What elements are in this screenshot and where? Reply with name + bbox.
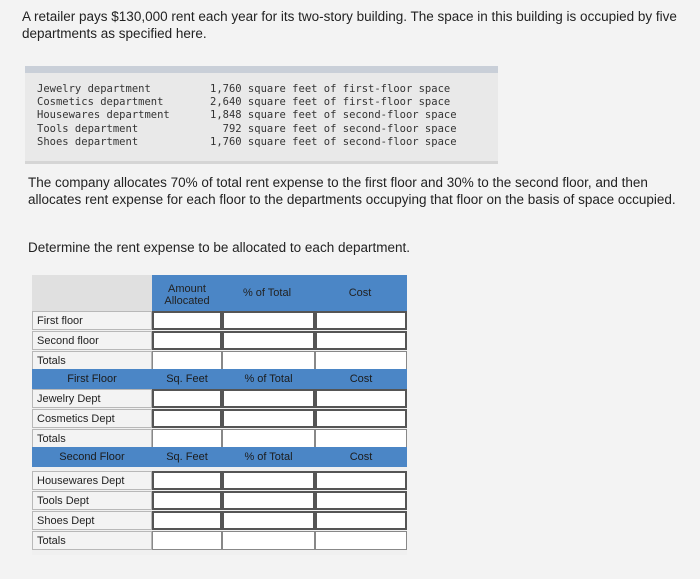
shoes-pct-input[interactable] bbox=[222, 511, 315, 530]
jewelry-cost-input[interactable] bbox=[315, 389, 407, 408]
row-label-tools: Tools Dept bbox=[32, 491, 152, 510]
second-totals-sqft-input[interactable] bbox=[152, 531, 222, 550]
cosmetics-sqft-input[interactable] bbox=[152, 409, 222, 428]
department-spaces bbox=[210, 83, 457, 149]
first-floor-cost-header: Cost bbox=[349, 373, 373, 385]
shoes-cost-input[interactable] bbox=[315, 511, 407, 530]
first-floor-pct-input[interactable] bbox=[222, 311, 315, 330]
department-space: 1,760 square feet of second-floor space bbox=[210, 135, 457, 148]
department-name: Tools department bbox=[37, 122, 139, 135]
second-floor-pct-header: % of Total bbox=[244, 451, 293, 463]
row-label-jewelry: Jewelry Dept bbox=[32, 389, 152, 408]
jewelry-pct-input[interactable] bbox=[222, 389, 315, 408]
first-floor-pct-header: % of Total bbox=[244, 373, 293, 385]
row-label-shoes: Shoes Dept bbox=[32, 511, 152, 530]
rent-allocation-table bbox=[32, 275, 407, 555]
cosmetics-pct-input[interactable] bbox=[222, 409, 315, 428]
floor-totals-cost-input[interactable] bbox=[315, 351, 407, 370]
department-name: Jewelry department bbox=[37, 83, 151, 95]
row-label-totals: Totals bbox=[32, 351, 152, 370]
jewelry-sqft-input[interactable] bbox=[152, 389, 222, 408]
first-totals-pct-input[interactable] bbox=[222, 429, 315, 448]
housewares-cost-input[interactable] bbox=[315, 471, 407, 490]
row-label-first-totals: Totals bbox=[32, 429, 152, 448]
question-text: Determine the rent expense to be allocated to each department. bbox=[28, 240, 410, 255]
first-floor-amount-input[interactable] bbox=[152, 311, 222, 330]
first-floor-header: First Floor bbox=[67, 373, 117, 385]
row-label-housewares: Housewares Dept bbox=[32, 471, 152, 490]
row-label-second-totals: Totals bbox=[32, 531, 152, 550]
department-space: 1,848 square feet of second-floor space bbox=[210, 109, 457, 122]
amount-allocated-header: Amount Allocated bbox=[164, 283, 210, 307]
floor-totals-pct-input[interactable] bbox=[222, 351, 315, 370]
department-name: Housewares department bbox=[37, 109, 170, 122]
first-totals-sqft-input[interactable] bbox=[152, 429, 222, 448]
cost-header: Cost bbox=[348, 287, 372, 299]
housewares-pct-input[interactable] bbox=[222, 471, 315, 490]
tools-pct-input[interactable] bbox=[222, 491, 315, 510]
second-floor-header: Second Floor bbox=[59, 451, 125, 463]
second-floor-cost-header: Cost bbox=[349, 451, 373, 463]
housewares-sqft-input[interactable] bbox=[152, 471, 222, 490]
problem-statement: A retailer pays $130,000 rent each year for its two-story building. The space in this building is occupied by five departments as specified here. bbox=[22, 9, 677, 41]
department-space: 1,760 square feet of first-floor space bbox=[210, 83, 451, 95]
tools-sqft-input[interactable] bbox=[152, 491, 222, 510]
second-floor-pct-input[interactable] bbox=[222, 331, 315, 350]
second-floor-cost-input[interactable] bbox=[315, 331, 407, 350]
second-totals-cost-input[interactable] bbox=[315, 531, 407, 550]
row-label-second-floor: Second floor bbox=[32, 331, 152, 350]
shoes-sqft-input[interactable] bbox=[152, 511, 222, 530]
second-floor-sqft-header: Sq. Feet bbox=[166, 451, 208, 463]
second-floor-amount-input[interactable] bbox=[152, 331, 222, 350]
pct-of-total-header: % of Total bbox=[242, 287, 292, 299]
cosmetics-cost-input[interactable] bbox=[315, 409, 407, 428]
department-space-data bbox=[25, 66, 498, 164]
floor-totals-amount-input[interactable] bbox=[152, 351, 222, 370]
department-name: Shoes department bbox=[37, 135, 139, 148]
department-space: 2,640 square feet of first-floor space bbox=[210, 96, 451, 109]
row-label-cosmetics: Cosmetics Dept bbox=[32, 409, 152, 428]
first-totals-cost-input[interactable] bbox=[315, 429, 407, 448]
header-spacer bbox=[32, 275, 152, 311]
tools-cost-input[interactable] bbox=[315, 491, 407, 510]
row-label-first-floor: First floor bbox=[32, 311, 152, 330]
second-totals-pct-input[interactable] bbox=[222, 531, 315, 550]
department-names bbox=[37, 83, 170, 149]
allocation-text: The company allocates 70% of total rent expense to the first floor and 30% to the second floor, and then allocates rent expense for each floor to the departments occupying that floor on the basis of space occupied. bbox=[28, 175, 676, 207]
first-floor-sqft-header: Sq. Feet bbox=[166, 373, 208, 385]
department-space: 792 square feet of second-floor space bbox=[210, 122, 457, 135]
department-name: Cosmetics department bbox=[37, 96, 164, 109]
first-floor-cost-input[interactable] bbox=[315, 311, 407, 330]
